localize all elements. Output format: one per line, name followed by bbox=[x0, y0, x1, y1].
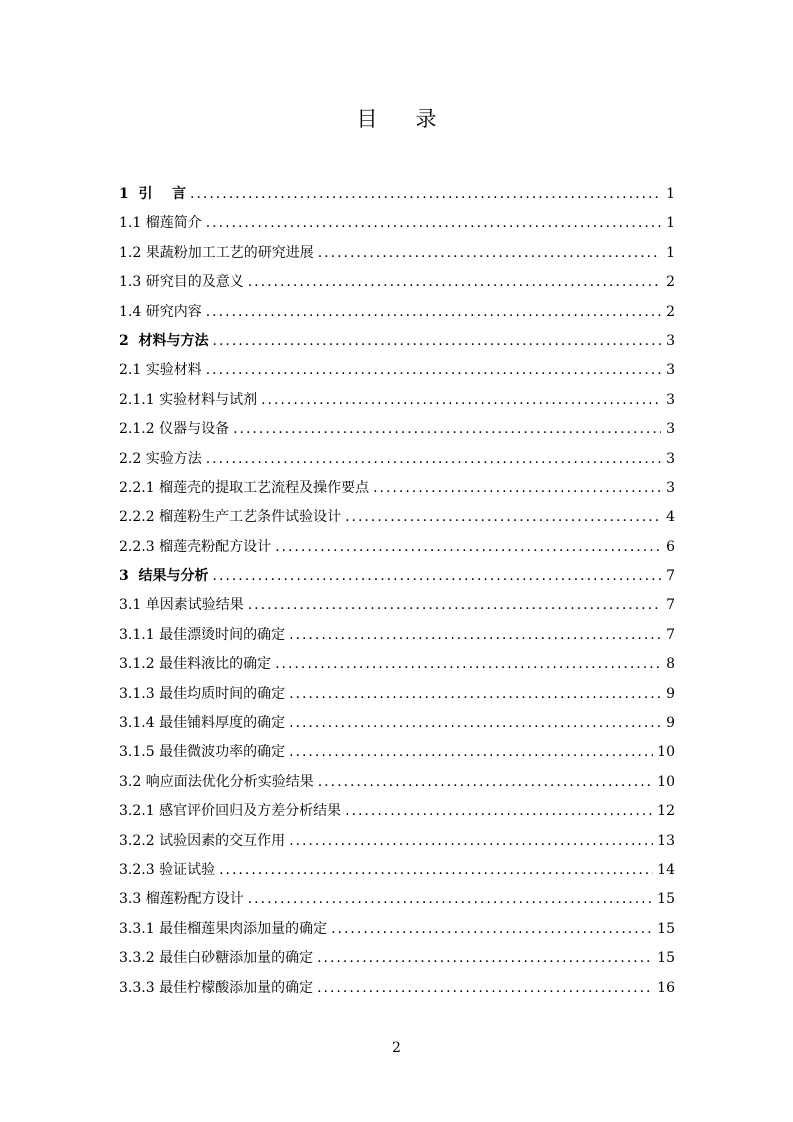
toc-entry[interactable] bbox=[119, 212, 675, 241]
toc-leader-dots bbox=[219, 862, 653, 878]
toc-entry-page: 1 bbox=[666, 186, 675, 202]
toc-leader-dots bbox=[289, 715, 661, 731]
toc-entry-label: 2.1 实验材料 bbox=[119, 362, 202, 379]
toc-entry-page: 7 bbox=[666, 597, 675, 614]
toc-entry-page: 3 bbox=[666, 450, 675, 467]
toc-entry[interactable] bbox=[119, 271, 675, 300]
toc-entry[interactable] bbox=[119, 183, 675, 212]
toc-entry[interactable] bbox=[119, 448, 675, 477]
toc-entry-label: 1.1 榴莲简介 bbox=[119, 215, 202, 232]
toc-entry-label: 3.1.3 最佳均质时间的确定 bbox=[119, 685, 286, 702]
toc-entry-label: 2.2.3 榴莲壳粉配方设计 bbox=[119, 538, 272, 555]
toc-entry-page: 3 bbox=[666, 421, 675, 438]
toc-entry[interactable] bbox=[119, 418, 675, 447]
toc-entry-page: 4 bbox=[666, 509, 675, 526]
toc-entry-label: 2.2 实验方法 bbox=[119, 450, 202, 467]
toc-leader-dots bbox=[248, 274, 661, 290]
toc-entry-page: 2 bbox=[666, 274, 675, 291]
page-title bbox=[0, 103, 793, 133]
toc-entry-page: 7 bbox=[666, 626, 675, 643]
toc-entry-label: 3.3.2 最佳白砂糖添加量的确定 bbox=[119, 950, 314, 967]
toc-entry-label: 3.1.5 最佳微波功率的确定 bbox=[119, 744, 286, 761]
toc-entry-page: 7 bbox=[666, 568, 675, 585]
toc-leader-dots bbox=[190, 186, 661, 202]
toc-entry-page: 16 bbox=[657, 979, 675, 996]
toc-entry-page: 15 bbox=[657, 950, 675, 967]
toc-leader-dots bbox=[331, 921, 653, 937]
toc-entry[interactable] bbox=[119, 918, 675, 947]
toc-entry[interactable] bbox=[119, 242, 675, 271]
title-char-1: 目 bbox=[356, 107, 378, 131]
toc-entry[interactable] bbox=[119, 977, 675, 1006]
toc-leader-dots bbox=[289, 627, 661, 643]
toc-entry-page: 6 bbox=[666, 538, 675, 555]
toc-entry-page: 9 bbox=[666, 685, 675, 702]
toc-entry-page: 15 bbox=[657, 920, 675, 937]
toc-entry-label: 3.1.1 最佳漂烫时间的确定 bbox=[119, 626, 286, 643]
toc-leader-dots bbox=[275, 656, 661, 672]
toc-entry-page: 14 bbox=[657, 861, 675, 878]
toc-entry-label: 1 引 言 bbox=[119, 186, 186, 202]
toc-entry[interactable] bbox=[119, 477, 675, 506]
toc-leader-dots bbox=[206, 362, 661, 378]
toc-entry-label: 3.3 榴莲粉配方设计 bbox=[119, 891, 244, 908]
toc-leader-dots bbox=[317, 950, 653, 966]
toc-entry[interactable] bbox=[119, 683, 675, 712]
toc-entry-label: 1.2 果蔬粉加工工艺的研究进展 bbox=[119, 244, 314, 261]
toc-entry-page: 10 bbox=[657, 773, 675, 790]
toc-entry-label: 2.2.2 榴莲粉生产工艺条件试验设计 bbox=[119, 509, 342, 526]
toc-leader-dots bbox=[248, 891, 653, 907]
toc-entry-label: 1.3 研究目的及意义 bbox=[119, 274, 244, 291]
toc-entry-page: 13 bbox=[657, 832, 675, 849]
toc-entry-label: 3.1.2 最佳料液比的确定 bbox=[119, 656, 272, 673]
toc-entry-page: 3 bbox=[666, 391, 675, 408]
toc-entry[interactable] bbox=[119, 565, 675, 594]
toc-entry-page: 3 bbox=[666, 362, 675, 379]
toc-entry-label: 3.2.1 感官评价回归及方差分析结果 bbox=[119, 803, 342, 820]
title-char-2: 录 bbox=[415, 107, 437, 131]
toc-entry-label: 2 材料与方法 bbox=[119, 332, 209, 349]
toc-leader-dots bbox=[373, 480, 661, 496]
toc-entry[interactable] bbox=[119, 947, 675, 976]
toc-leader-dots bbox=[345, 803, 653, 819]
toc-entry[interactable] bbox=[119, 624, 675, 653]
toc-entry-page: 1 bbox=[666, 244, 675, 261]
toc-leader-dots bbox=[213, 568, 662, 584]
toc-leader-dots bbox=[213, 333, 662, 349]
toc-entry[interactable] bbox=[119, 859, 675, 888]
toc-entry-label: 3.3.3 最佳柠檬酸添加量的确定 bbox=[119, 979, 314, 996]
toc-leader-dots bbox=[289, 744, 653, 760]
toc-entry[interactable] bbox=[119, 389, 675, 418]
toc-entry-label: 2.1.1 实验材料与试剂 bbox=[119, 391, 258, 408]
toc-leader-dots bbox=[233, 421, 661, 437]
toc-leader-dots bbox=[317, 980, 653, 996]
toc-entry[interactable] bbox=[119, 712, 675, 741]
toc-entry-page: 3 bbox=[666, 479, 675, 496]
toc-entry-page: 8 bbox=[666, 656, 675, 673]
toc-leader-dots bbox=[289, 686, 661, 702]
toc-entry-label: 1.4 研究内容 bbox=[119, 303, 202, 320]
toc-entry-label: 3.2.3 验证试验 bbox=[119, 861, 216, 878]
toc-entry-page: 2 bbox=[666, 303, 675, 320]
toc-leader-dots bbox=[261, 392, 661, 408]
toc-leader-dots bbox=[289, 833, 653, 849]
toc-entry-label: 3 结果与分析 bbox=[119, 568, 209, 585]
toc-entry[interactable] bbox=[119, 536, 675, 565]
toc-entry[interactable] bbox=[119, 800, 675, 829]
toc-entry-page: 15 bbox=[657, 891, 675, 908]
toc-leader-dots bbox=[345, 509, 661, 525]
toc-leader-dots bbox=[206, 304, 661, 320]
toc-entry-page: 3 bbox=[666, 332, 675, 349]
toc-leader-dots bbox=[206, 451, 661, 467]
toc-entry[interactable] bbox=[119, 359, 675, 388]
toc-leader-dots bbox=[318, 774, 653, 790]
toc-leader-dots bbox=[318, 245, 661, 261]
toc-entry[interactable] bbox=[119, 741, 675, 770]
page-number: 2 bbox=[392, 1040, 401, 1056]
toc-leader-dots bbox=[275, 539, 661, 555]
toc-entry-label: 3.1.4 最佳铺料厚度的确定 bbox=[119, 715, 286, 732]
toc-entry[interactable] bbox=[119, 330, 675, 359]
toc-entry-label: 3.2.2 试验因素的交互作用 bbox=[119, 832, 286, 849]
toc-entry-label: 3.3.1 最佳榴莲果肉添加量的确定 bbox=[119, 920, 328, 937]
toc-entry[interactable] bbox=[119, 771, 675, 800]
toc-entry[interactable] bbox=[119, 506, 675, 535]
toc-entry-label: 3.2 响应面法优化分析实验结果 bbox=[119, 773, 314, 790]
toc-entry[interactable] bbox=[119, 888, 675, 917]
toc-entry-page: 12 bbox=[657, 803, 675, 820]
toc-entry[interactable] bbox=[119, 301, 675, 330]
toc-entry-page: 9 bbox=[666, 715, 675, 732]
toc-entry[interactable] bbox=[119, 653, 675, 682]
toc-entry[interactable] bbox=[119, 594, 675, 623]
toc-leader-dots bbox=[206, 215, 661, 231]
toc-entry-label: 3.1 单因素试验结果 bbox=[119, 597, 244, 614]
toc-entry-page: 10 bbox=[657, 744, 675, 761]
toc-entry[interactable] bbox=[119, 830, 675, 859]
toc-entry-label: 2.2.1 榴莲壳的提取工艺流程及操作要点 bbox=[119, 479, 370, 496]
toc-entry-page: 1 bbox=[666, 215, 675, 232]
table-of-contents bbox=[119, 183, 675, 1006]
toc-leader-dots bbox=[248, 597, 661, 613]
toc-entry-label: 2.1.2 仪器与设备 bbox=[119, 421, 230, 438]
